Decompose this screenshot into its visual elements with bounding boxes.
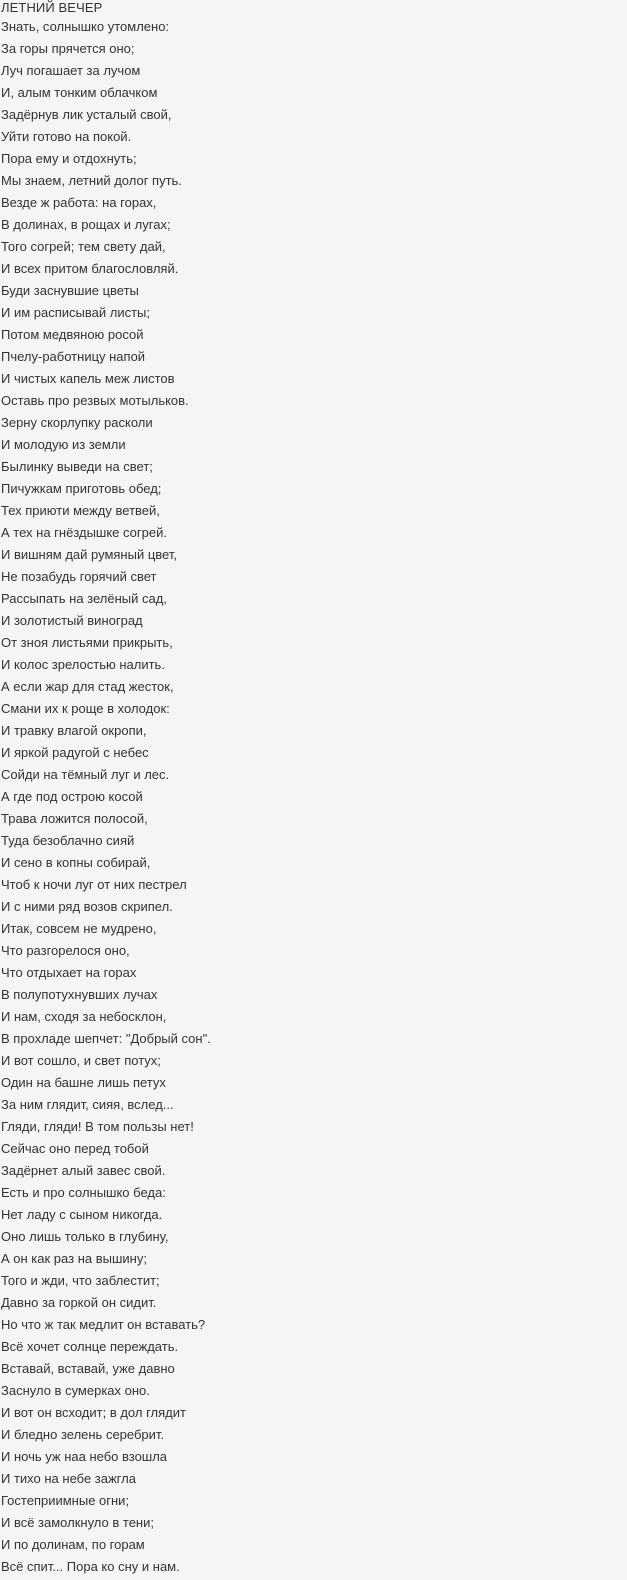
poem-line: Буди заснувшие цветы	[1, 283, 139, 298]
poem-line: Потом медвяною росой	[1, 327, 144, 342]
poem-line: В прохладе шепчет: "Добрый сон".	[1, 1031, 211, 1046]
poem-line: Всё хочет солнце переждать.	[1, 1339, 179, 1354]
poem-line: Оставь про резвых мотыльков.	[1, 393, 189, 408]
poem-line: Сойди на тёмный луг и лес.	[1, 767, 170, 782]
poem-line: И всё замолкнуло в тени;	[1, 1515, 154, 1530]
poem-line: Есть и про солнышко беда:	[1, 1185, 166, 1200]
poem-line: И с ними ряд возов скрипел.	[1, 899, 173, 914]
poem-line: Сейчас оно перед тобой	[1, 1141, 149, 1156]
poem-line: А где под острою косой	[1, 789, 143, 804]
poem-line: Пчелу-работницу напой	[1, 349, 146, 364]
poem-line: И молодую из земли	[1, 437, 126, 452]
poem-line: Зерну скорлупку расколи	[1, 415, 153, 430]
poem-line: Трава ложится полосой,	[1, 811, 148, 826]
poem-line: Нет ладу с сыном никогда.	[1, 1207, 163, 1222]
poem-line: И ночь уж наа небо взошла	[1, 1449, 168, 1464]
poem-title: ЛЕТНИЙ ВЕЧЕР	[1, 0, 103, 15]
poem-line: И им расписывай листы;	[1, 305, 150, 320]
poem-line: Оно лишь только в глубину,	[1, 1229, 169, 1244]
poem-line: А тех на гнёздышке согрей.	[1, 525, 167, 540]
poem-line: И травку влагой окропи,	[1, 723, 147, 738]
poem-line: Заснуло в сумерках оно.	[1, 1383, 150, 1398]
poem-line: Задёрнув лик усталый свой,	[1, 107, 172, 122]
poem-line: Задёрнет алый завес свой.	[1, 1163, 166, 1178]
poem-line: В полупотухнувших лучах	[1, 987, 158, 1002]
poem-line: А он как раз на вышину;	[1, 1251, 147, 1266]
poem-line: Всё спит... Пора ко сну и нам.	[1, 1559, 180, 1574]
poem-line: И сено в копны собирай,	[1, 855, 151, 870]
poem-line: И золотистый виноград	[1, 613, 143, 628]
poem-line: И яркой радугой с небес	[1, 745, 149, 760]
poem-line: И вот сошло, и свет потух;	[1, 1053, 161, 1068]
poem-line: Того согрей; тем свету дай,	[1, 239, 166, 254]
poem-line: Мы знаем, летний долог путь.	[1, 173, 182, 188]
poem-line: И по долинам, по горам	[1, 1537, 145, 1552]
poem-line: От зноя листьями прикрыть,	[1, 635, 173, 650]
poem-line: И вот он всходит; в дол глядит	[1, 1405, 186, 1420]
poem-lines	[1, 16, 627, 1578]
poem-line: Того и жди, что заблестит;	[1, 1273, 160, 1288]
poem-line: Давно за горкой он сидит.	[1, 1295, 157, 1310]
poem-line: Но что ж так медлит он вставать?	[1, 1317, 206, 1332]
poem-line: И всех притом благословляй.	[1, 261, 179, 276]
poem-line: Уйти готово на покой.	[1, 129, 132, 144]
poem-line: И чистых капель меж листов	[1, 371, 175, 386]
poem-line: Что отдыхает на горах	[1, 965, 137, 980]
poem-line: Гостеприимные огни;	[1, 1493, 130, 1508]
poem-line: Один на башне лишь петух	[1, 1075, 166, 1090]
poem-line: Гляди, гляди! В том пользы нет!	[1, 1119, 194, 1134]
poem-line: Везде ж работа: на горах,	[1, 195, 157, 210]
poem-line: Итак, совсем не мудрено,	[1, 921, 157, 936]
poem-line: И вишням дай румяный цвет,	[1, 547, 177, 562]
poem-line: Знать, солнышко утомлено:	[1, 19, 170, 34]
poem-line: Чтоб к ночи луг от них пестрел	[1, 877, 187, 892]
poem-line: Пора ему и отдохнуть;	[1, 151, 137, 166]
poem-line: И бледно зелень серебрит.	[1, 1427, 165, 1442]
poem-line: В долинах, в рощах и лугах;	[1, 217, 171, 232]
poem-line: Былинку выведи на свет;	[1, 459, 153, 474]
poem-line: Не позабудь горячий свет	[1, 569, 157, 584]
poem-line: Вставай, вставай, уже давно	[1, 1361, 175, 1376]
poem-line: И, алым тонким облачком	[1, 85, 158, 100]
poem-line: Смани их к роще в холодок:	[1, 701, 170, 716]
poem-line: Тех приюти между ветвей,	[1, 503, 160, 518]
poem-line: А если жар для стад жесток,	[1, 679, 174, 694]
poem-line: Туда безоблачно сияй	[1, 833, 135, 848]
poem-line: И колос зрелостью налить.	[1, 657, 165, 672]
poem-line: За ним глядит, сияя, вслед...	[1, 1097, 174, 1112]
poem-line: Луч погашает за лучом	[1, 63, 141, 78]
poem-line: За горы прячется оно;	[1, 41, 135, 56]
poem-line: И тихо на небе зажгла	[1, 1471, 136, 1486]
poem-line: Что разгорелося оно,	[1, 943, 130, 958]
poem-line: Рассыпать на зелёный сад,	[1, 591, 167, 606]
poem-line: Пичужкам приготовь обед;	[1, 481, 162, 496]
poem-line: И нам, сходя за небосклон,	[1, 1009, 167, 1024]
